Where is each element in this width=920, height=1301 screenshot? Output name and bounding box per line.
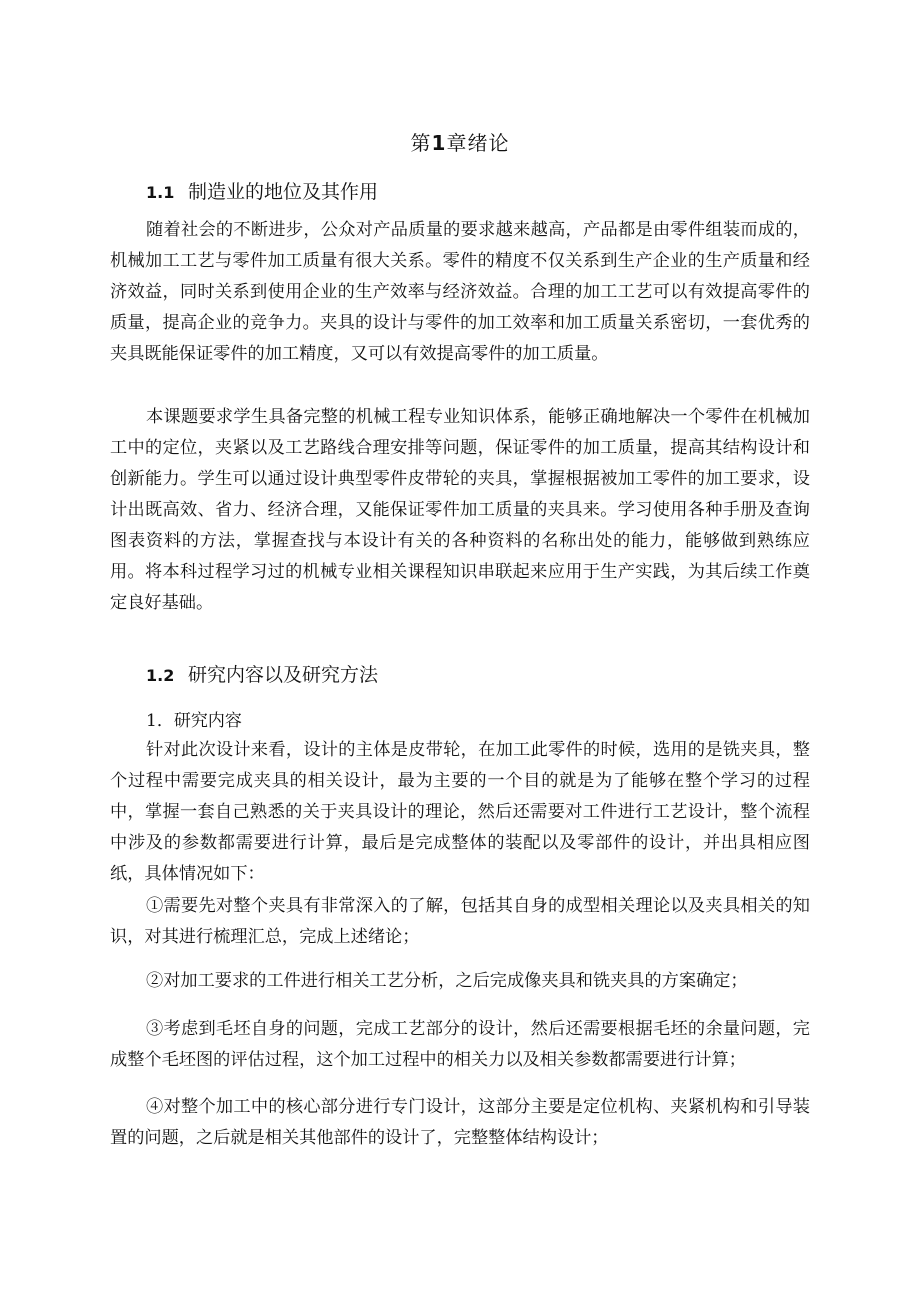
section-number: 1.1 [146, 183, 175, 202]
section-title: 制造业的地位及其作用 [188, 181, 379, 203]
chapter-title [0, 128, 920, 158]
paragraph: 针对此次设计来看，设计的主体是皮带轮，在加工此零件的时候，选用的是铣夹具，整个过程中需要完成夹具的相关设计，最为主要的一个目的就是为了能够在整个学习的过程中，掌握一套自己熟悉的关于夹具设计的理论，然后还需要对工件进行工艺设计，整个流程中涉及的参数都需要进行计算，最后是完成整体的装配以及零部件的设计，并出具相应图纸，具体情况如下： [110, 740, 810, 884]
paragraph: 随着社会的不断进步，公众对产品质量的要求越来越高，产品都是由零件组装而成的，机械加工工艺与零件加工质量有很大关系。零件的精度不仅关系到生产企业的生产质量和经济效益，同时关系到使用企业的生产效率与经济效益。合理的加工工艺可以有效提高零件的质量，提高企业的竞争力。夹具的设计与零件的加工效率和加工质量关系密切，一套优秀的夹具既能保证零件的加工精度，又可以有效提高零件的加工质量。 [110, 220, 810, 364]
section-number: 1.2 [146, 666, 175, 685]
list-item: ②对加工要求的工件进行相关工艺分析，之后完成像夹具和铣夹具的方案确定； [146, 971, 748, 991]
subheading-research-content: 1．研究内容 [146, 711, 242, 731]
list-item: ④对整个加工中的核心部分进行专门设计，这部分主要是定位机构、夹紧机构和引导装置的问题，之后就是相关其他部件的设计了，完整整体结构设计； [110, 1097, 810, 1148]
section-heading-1-2 [146, 660, 378, 691]
list-item: ①需要先对整个夹具有非常深入的了解，包括其自身的成型相关理论以及夹具相关的知识，对其进行梳理汇总，完成上述绪论； [110, 896, 810, 947]
chapter-number: 1 [431, 131, 447, 155]
section-heading-1-1 [146, 177, 378, 208]
section-title: 研究内容以及研究方法 [188, 664, 379, 686]
chapter-prefix: 第 [410, 131, 432, 155]
chapter-suffix: 章绪论 [446, 131, 510, 155]
list-item: ③考虑到毛坯自身的问题，完成工艺部分的设计，然后还需要根据毛坯的余量问题，完成整个毛坯图的评估过程，这个加工过程中的相关力以及相关参数都需要进行计算； [110, 1019, 810, 1070]
paragraph: 本课题要求学生具备完整的机械工程专业知识体系，能够正确地解决一个零件在机械加工中的定位，夹紧以及工艺路线合理安排等问题，保证零件的加工质量，提高其结构设计和创新能力。学生可以通过设计典型零件皮带轮的夹具，掌握根据被加工零件的加工要求，设计出既高效、省力、经济合理，又能保证零件加工质量的夹具来。学习使用各种手册及查询图表资料的方法，掌握查找与本设计有关的各种资料的名称出处的能力，能够做到熟练应用。将本科过程学习过的机械专业相关课程知识串联起来应用于生产实践，为其后续工作奠定良好基础。 [110, 407, 810, 613]
